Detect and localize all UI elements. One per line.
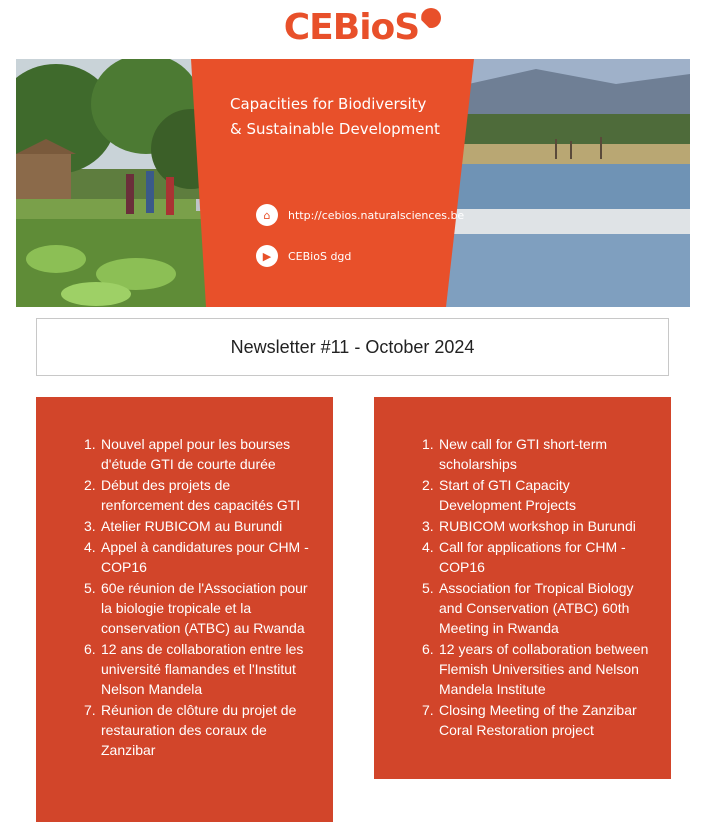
french-contents <box>36 397 333 822</box>
newsletter-title: Newsletter #11 - October 2024 <box>230 336 475 357</box>
newsletter-title-box <box>36 318 669 376</box>
banner-title <box>230 92 490 142</box>
french-item-6[interactable]: 12 ans de collaboration entre les université flamandes et l'Institut Nelson Mandela <box>101 641 304 697</box>
logo <box>0 4 703 54</box>
cebios-logo <box>284 4 419 52</box>
logo-dot-icon <box>421 8 441 28</box>
banner-title-line2: & Sustainable Development <box>230 120 440 138</box>
banner <box>16 59 690 307</box>
french-item-2[interactable]: Début des projets de renforcement des capacités GTI <box>101 477 301 513</box>
french-item-4[interactable]: Appel à candidatures pour CHM - COP16 <box>101 539 309 575</box>
english-item-1[interactable]: New call for GTI short-term scholarships <box>439 436 608 472</box>
website-link[interactable] <box>256 204 464 226</box>
english-item-3[interactable]: RUBICOM workshop in Burundi <box>439 518 636 534</box>
banner-title-line1: Capacities for Biodiversity <box>230 95 427 113</box>
english-item-6[interactable]: 12 years of collaboration between Flemish Universities and Nelson Mandela Institute <box>439 641 649 697</box>
video-channel-link[interactable] <box>256 245 351 267</box>
french-item-5[interactable]: 60e réunion de l'Association pour la biologie tropicale et la conservation (ATBC) au Rwanda <box>101 580 308 636</box>
logo-text: CEBioS <box>283 7 420 48</box>
french-list <box>36 434 313 761</box>
english-item-7[interactable]: Closing Meeting of the Zanzibar Coral Restoration project <box>439 702 637 738</box>
french-item-3[interactable]: Atelier RUBICOM au Burundi <box>101 518 283 534</box>
play-icon: ▶ <box>256 245 278 267</box>
home-icon: ⌂ <box>256 204 278 226</box>
english-item-4[interactable]: Call for applications for CHM - COP16 <box>439 539 626 575</box>
english-item-5[interactable]: Association for Tropical Biology and Conservation (ATBC) 60th Meeting in Rwanda <box>439 580 634 636</box>
french-item-7[interactable]: Réunion de clôture du projet de restauration des coraux de Zanzibar <box>101 702 297 758</box>
website-url[interactable]: http://cebios.naturalsciences.be <box>288 208 465 222</box>
video-channel-label[interactable]: CEBioS dgd <box>288 249 352 263</box>
english-item-2[interactable]: Start of GTI Capacity Development Projects <box>439 477 576 513</box>
french-item-1[interactable]: Nouvel appel pour les bourses d'étude GTI de courte durée <box>101 436 291 472</box>
english-contents <box>374 397 671 779</box>
english-list <box>374 434 651 741</box>
